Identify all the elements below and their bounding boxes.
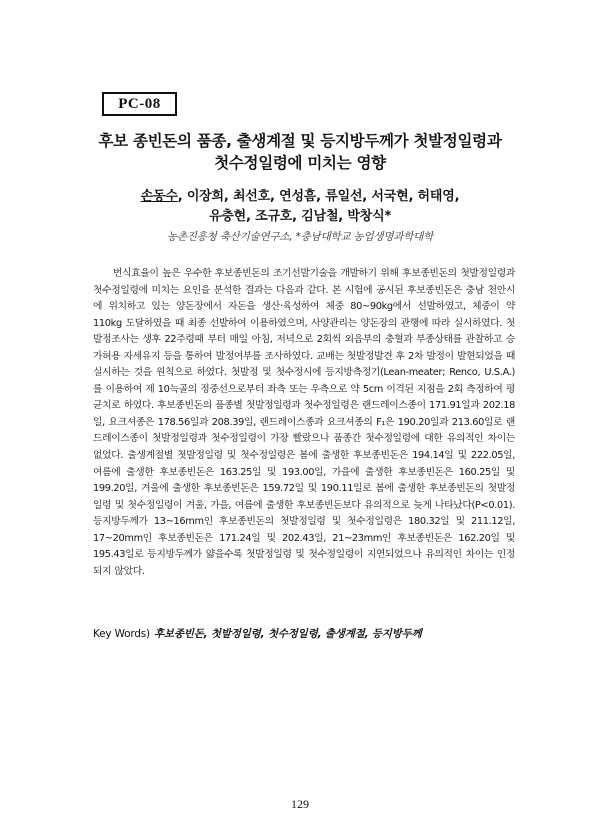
page-number: 129 — [291, 797, 309, 811]
title-line-1: 후보 종빈돈의 품종, 출생계절 및 등지방두께가 첫발정일령과 — [98, 132, 502, 150]
keywords-label: Key Words) — [93, 628, 150, 640]
presentation-code: PC-08 — [118, 95, 161, 112]
author-line-2: 유충현, 조규호, 김남철, 박창식* — [208, 209, 392, 224]
author-line-1 — [100, 187, 500, 207]
author-line-1-rest: , 이장희, 최선호, 연성흠, 류일선, 서국현, 허태영, — [177, 189, 460, 204]
title-line-2: 첫수정일령에 미치는 영향 — [214, 154, 386, 172]
presentation-code-box — [102, 92, 177, 116]
keywords-list: 후보종빈돈, 첫발정일령, 첫수정일령, 출생계절, 등지방두께 — [153, 628, 422, 640]
author-list — [100, 187, 500, 227]
affiliation: 농촌진흥청 축산기술연구소, *충남대학교 농업생명과학대학 — [166, 231, 434, 243]
abstract-body: 번식효율이 높은 우수한 후보종빈돈의 조기선발기술을 개발하기 위해 후보종빈돈의 첫발정일령과 첫수정일령에 미치는 요인을 분석한 결과는 다음과 같다. 본 시험에 공시된 후보종빈돈은 충남 천안시에 위치하고 있는 양돈장에서 자돈을 생산·육성하여 체중 80~90kg에서 선발하였고, 체중이 약 110kg 도달하였을 때 최종 선발하여 이용하였으며, 사양관리는 양돈장의 관행에 따라 실시하였다. 첫발정조사는 생후 22주령때 부터 매일 아침, 저녁으로 2회씩 외음부의 충혈과 부종상태를 관찰하고 승가허용 자세유지 등을 통하여 발정여부를 조사하였다. 교배는 첫발정발견 후 2차 발정이 발현되었을 때 실시하는 것을 원칙으로 하였다. 첫발정 및 첫수정시에 등지방측정기(Lean-meater; Renco, U.S.A.)를 이용하여 제 10늑골의 정중선으로부터 좌측 또는 우측으로 약 5cm 이격된 지점을 2회 측정하여 평균치로 하였다. 후보종빈돈의 품종별 첫발정일령과 첫수정일령은 랜드레이스종이 171.91일과 202.18일, 요크셔종은 178.56일과 208.39일, 랜드레이스종과 요크셔종의 F₁은 190.20일과 213.60일로 랜드레이스종이 첫발정일령과 첫수정일령이 가장 빨랐으나 품종간 첫수정일령에 대한 유의적인 차이는 없었다. 출생계절별 첫발정일령 및 첫수정일령은 봄에 출생한 후보종빈돈은 194.14일 및 222.05일, 여름에 출생한 후보종빈돈은 163.25일 및 193.00일, 가을에 출생한 후보종빈돈은 160.25일 및 199.20일, 겨울에 출생한 후보종빈돈은 159.72일 및 190.11일로 봄에 출생한 후보종빈돈의 첫발정일령 및 첫수정일령이 겨울, 가을, 여름에 출생한 후보종빈돈보다 유의적으로 늦게 나타났다(P<0.01). 등지방두께가 13~16mm인 후보종빈돈의 첫발정일령 및 첫수정일령은 180.32일 및 211.12일, 17~20mm인 후보종빈돈은 171.24일 및 202.43일, 21~23mm인 후보종빈돈은 162.20일 및 195.43일로 등지방두께가 얇을수록 첫발정일령 및 첫수정일령이 지연되었으나 유의적인 차이는 인정되지 않았다. — [93, 268, 515, 577]
presenting-author: 손동수 — [140, 189, 178, 204]
keywords — [93, 626, 523, 641]
paper-title — [60, 130, 540, 174]
